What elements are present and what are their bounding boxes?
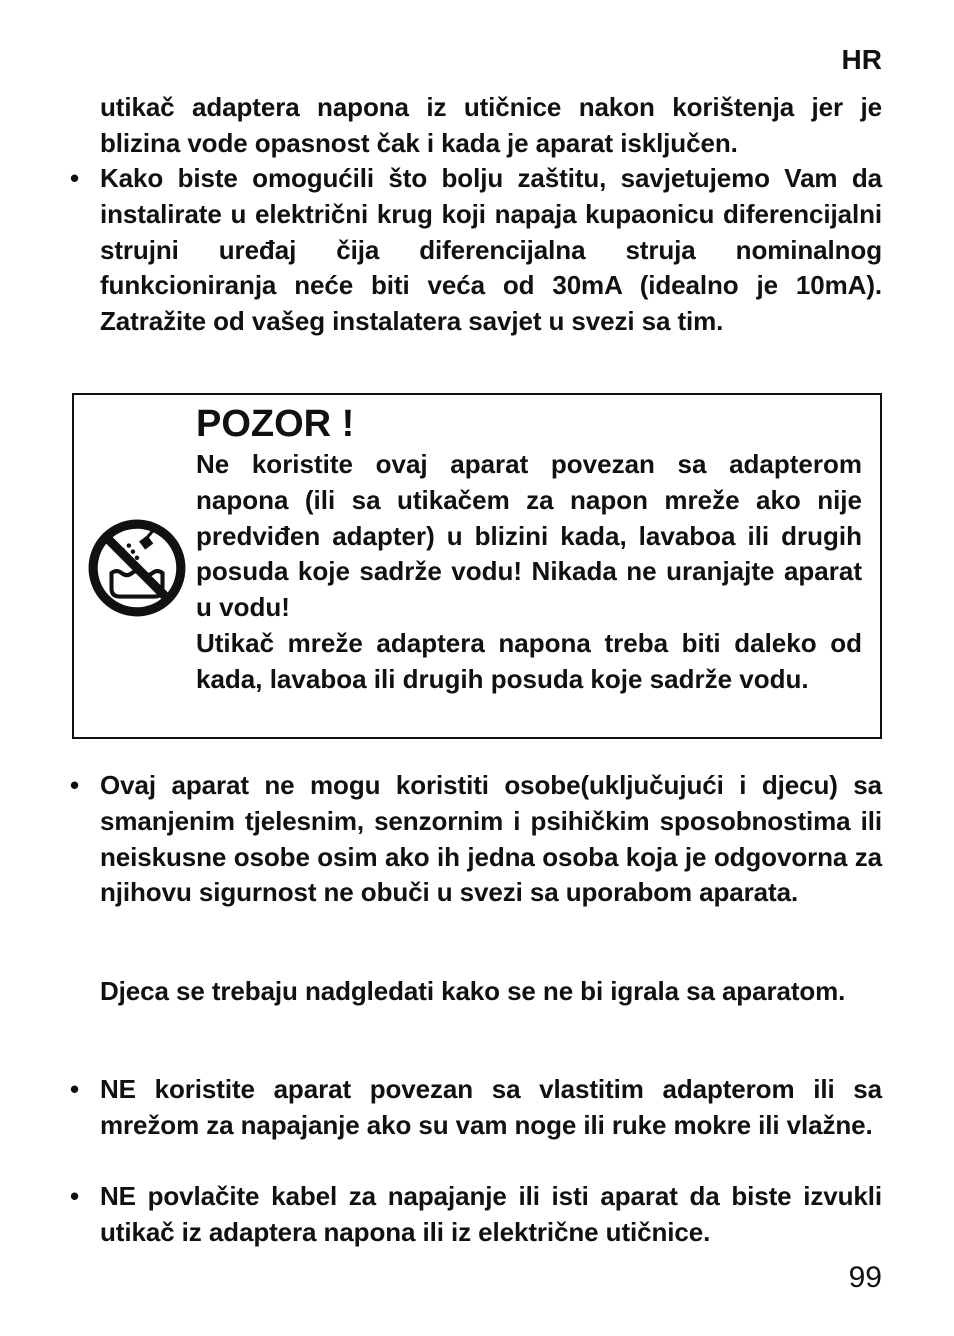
- warning-paragraph-1: Ne koristite ovaj aparat povezan sa adapterom napona (ili sa utikačem za napon mreže ako nije predviđen adapter) u blizini kada, lavaboa ili drugih posuda koje sadrže vodu! Nikada ne uranjajte aparat u vodu!: [196, 449, 862, 623]
- page-number: 99: [848, 1261, 882, 1294]
- paragraph-continuation: utikač adaptera napona iz utičnice nakon korištenja jer je blizina vode opasnost čak i kada je aparat isključen.: [100, 92, 882, 158]
- warning-title: POZOR !: [196, 403, 355, 445]
- paragraph-persons-ability: Ovaj aparat ne mogu koristiti osobe(uključujući i djecu) sa smanjenim tjelesnim, senzornim i psihičkim sposobnostima ili neiskusne osobe osim ako ih jedna osoba koja je odgovorna za njihovu sigurnost ne obuči u svezi sa uporabom aparata.: [100, 770, 882, 908]
- no-water-bath-icon: [86, 517, 188, 619]
- language-code: HR: [841, 44, 882, 75]
- bullet-marker: •: [70, 163, 80, 193]
- warning-box: [72, 393, 882, 739]
- paragraph-pull-cable: NE povlačite kabel za napajanje ili isti aparat da biste izvukli utikač iz adaptera napona ili iz električne utičnice.: [100, 1181, 882, 1247]
- bullet-marker: •: [70, 1074, 80, 1104]
- paragraph-children: Djeca se trebaju nadgledati kako se ne bi igrala sa aparatom.: [100, 976, 846, 1006]
- warning-text: [196, 447, 862, 698]
- warning-paragraph-2: Utikač mreže adaptera napona treba biti daleko od kada, lavaboa ili drugih posuda koje sadrže vodu.: [196, 627, 862, 694]
- paragraph-rcd-advice: Kako biste omogućili što bolju zaštitu, savjetujemo Vam da instalirate u električni krug koji napaja kupaonicu diferencijalni strujni uređaj čija diferencijalna struja nominalnog funkcioniranja neće biti veća od 30mA (idealno je 10mA). Zatražite od vašeg instalatera savjet u svezi sa tim.: [100, 163, 882, 337]
- bullet-marker: •: [70, 1181, 80, 1211]
- bullet-marker: •: [70, 770, 80, 800]
- paragraph-wet-hands: NE koristite aparat povezan sa vlastitim adapterom ili sa mrežom za napajanje ako su vam noge ili ruke mokre ili vlažne.: [100, 1074, 882, 1140]
